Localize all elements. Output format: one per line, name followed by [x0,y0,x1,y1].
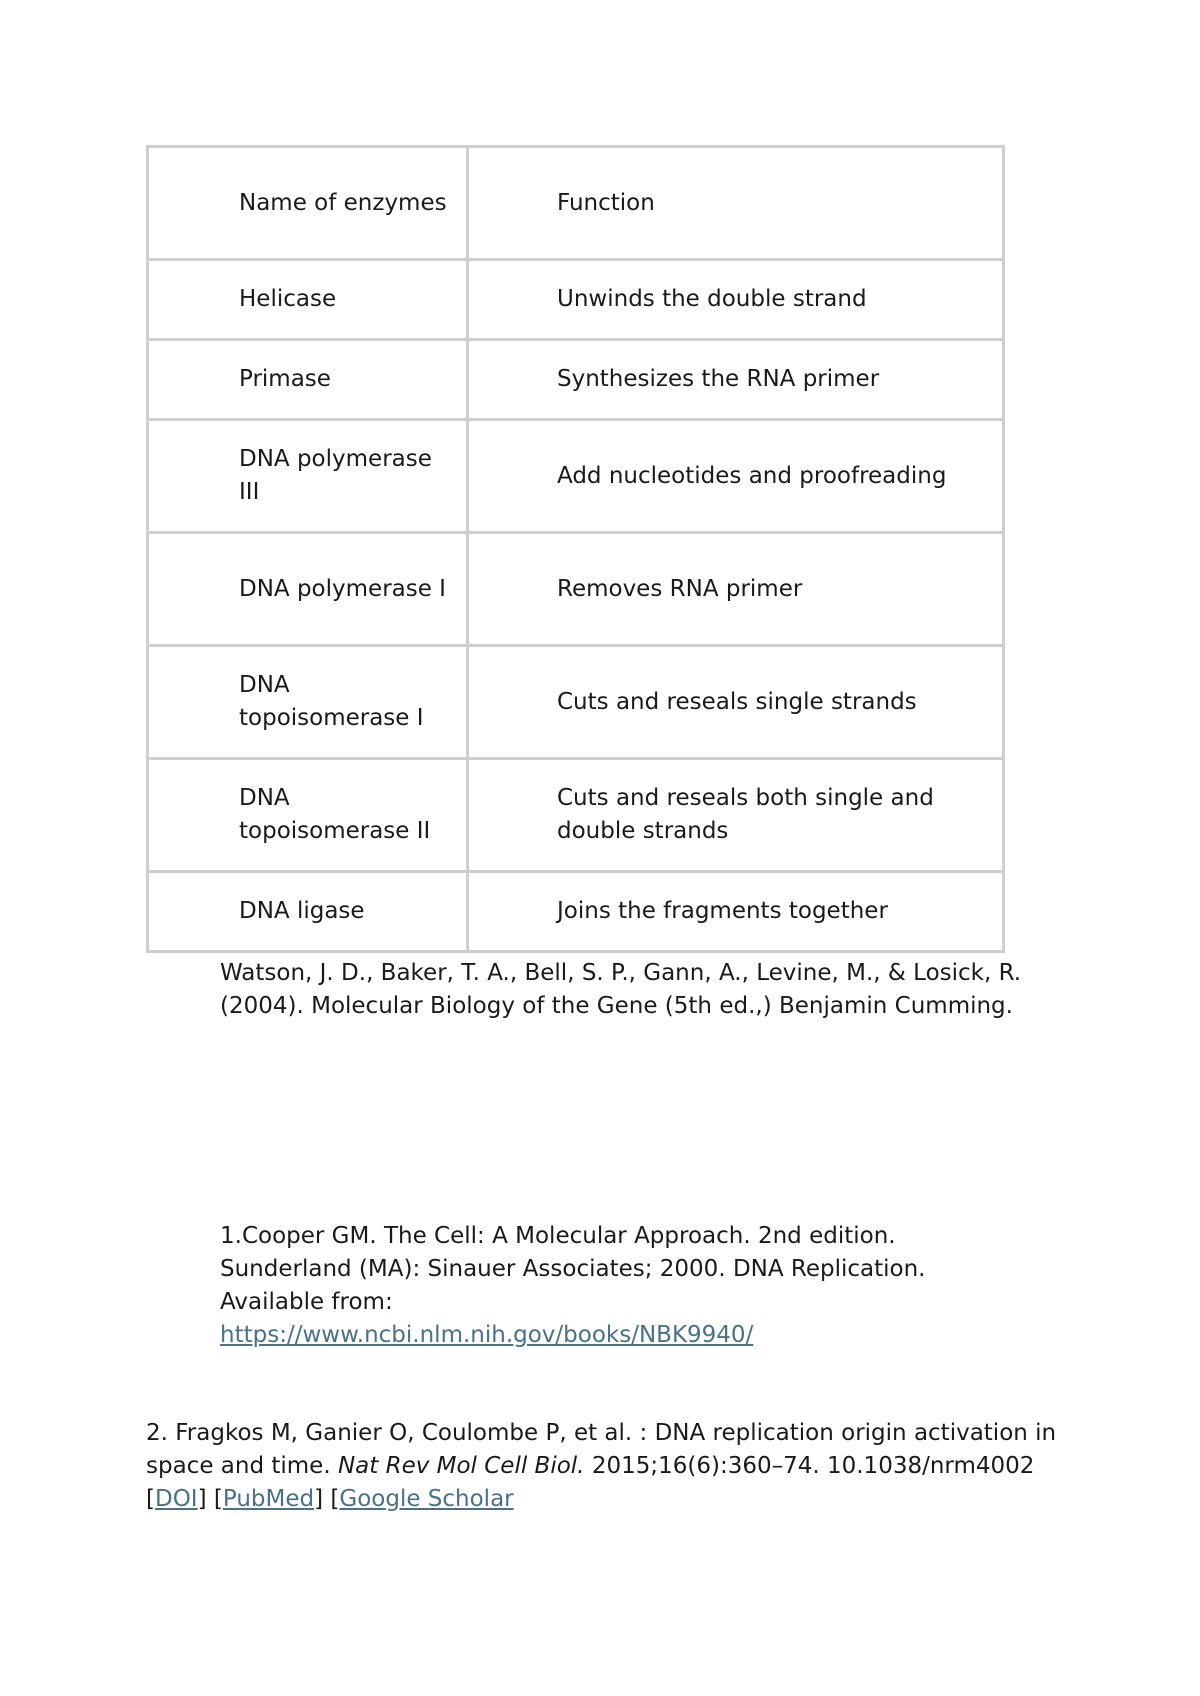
enzyme-name: DNA polymerase III [148,420,468,533]
table-row [148,759,1004,872]
enzyme-function: Joins the fragments together [468,872,1004,952]
table-row [148,420,1004,533]
enzyme-function: Removes RNA primer [468,533,1004,646]
reference-fragkos-journal: Nat Rev Mol Cell Biol. [337,1453,585,1479]
table-row [148,646,1004,759]
enzyme-name: DNA topoisomerase II [148,759,468,872]
enzyme-function: Cuts and reseals both single and double strands [468,759,1004,872]
reference-fragkos-text: 2. Fragkos M, Ganier O, Coulombe P, et al. : DNA replication origin activation in space and time. [146,1420,1057,1479]
pubmed-link[interactable]: PubMed [222,1486,315,1512]
reference-fragkos-details: 2015;16(6):360–74. 10.1038/nrm4002 [591,1453,1035,1479]
table-row [148,533,1004,646]
enzyme-name: DNA topoisomerase I [148,646,468,759]
enzyme-table [146,145,1005,953]
reference-fragkos: 2. Fragkos M, Ganier O, Coulombe P, et al. : DNA replication origin activation in space and time. Nat Rev Mol Cell Biol. 2015;16(6):360–74. 10.1038/nrm4002 [DOI] [PubMed] [Google Scholar [146,1420,1057,1512]
table-row [148,260,1004,340]
reference-cooper-link[interactable]: https://www.ncbi.nlm.nih.gov/books/NBK9940/ [220,1322,754,1348]
google-scholar-link[interactable]: Google Scholar [339,1486,514,1512]
enzyme-name: DNA ligase [148,872,468,952]
doi-link[interactable]: DOI [154,1486,198,1512]
reference-cooper-text: 1.Cooper GM. The Cell: A Molecular Approach. 2nd edition. Sunderland (MA): Sinauer Associates; 2000. DNA Replication. Available from: [220,1223,926,1315]
enzyme-function: Synthesizes the RNA primer [468,340,1004,420]
enzyme-name: Primase [148,340,468,420]
enzyme-name: Helicase [148,260,468,340]
enzyme-function: Cuts and reseals single strands [468,646,1004,759]
table-header-row [148,147,1004,260]
table-row [148,340,1004,420]
header-name-cell: Name of enzymes [148,147,468,260]
enzyme-function: Add nucleotides and proofreading [468,420,1004,533]
header-function-cell: Function [468,147,1004,260]
reference-watson: Watson, J. D., Baker, T. A., Bell, S. P., Gann, A., Levine, M., & Losick, R. (2004). Molecular Biology of the Gene (5th ed.,) Benjamin Cumming. [220,960,1022,1019]
enzyme-function: Unwinds the double strand [468,260,1004,340]
enzyme-name: DNA polymerase I [148,533,468,646]
table-row [148,872,1004,952]
reference-cooper [220,1220,980,1352]
